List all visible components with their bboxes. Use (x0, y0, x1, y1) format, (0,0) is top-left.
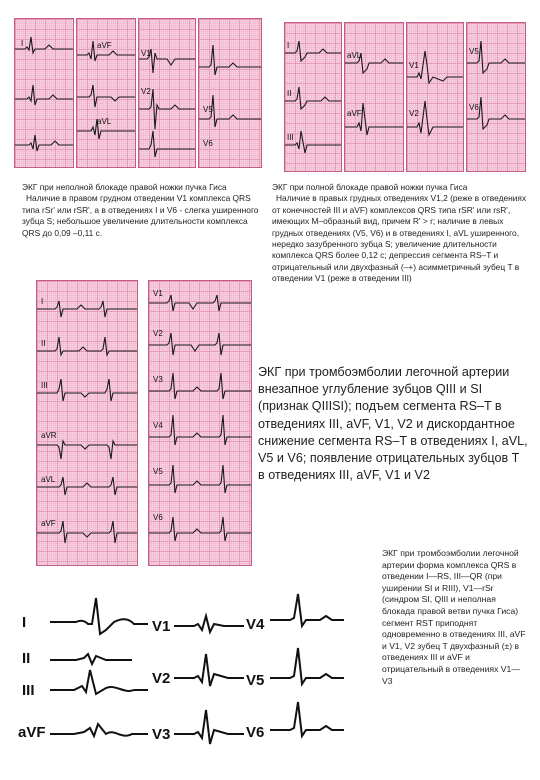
lead-label-i: I (41, 297, 44, 306)
lead-label-avf: aVF (41, 519, 56, 528)
lead-label-avf: aVF (18, 724, 46, 741)
lead-label-ii: II (22, 650, 31, 667)
lead-label-v3: V3 (153, 375, 163, 384)
lead-label-i: I (21, 39, 24, 48)
lead-label-v5: V5 (153, 467, 163, 476)
lead-label-v3: V3 (152, 726, 171, 743)
ecg-strip-chest-leads (148, 280, 252, 566)
lead-label-i: I (22, 614, 27, 631)
ecg-strip-chest-1 (406, 22, 464, 172)
pe-12-lead-ecg (36, 280, 250, 566)
ecg-strip-augmented (76, 18, 136, 168)
pe-schematic-caption-text: ЭКГ при тромбоэмболии легочной артерии форма комплекса QRS в отведении I—RS, III—QR (при уширении SI и RIII), V1—rSr (синдром SI, QIII и неполная блокада правой ветви пучка Гиса) сегмент RST приподнят одновременно в отведениях III, aVF и V1, V2 зубец T двухфазный (±) в отведениях III и aVF и отрицательный в отведениях V1—V3 (382, 548, 526, 686)
lead-label-v4: V4 (246, 616, 265, 633)
ecg-strip-chest-2 (198, 18, 262, 168)
lead-label-v4: V4 (153, 421, 163, 430)
lead-label-ii: II (41, 339, 46, 348)
lead-label-avl: aVL (347, 51, 362, 60)
lead-label-iii: III (41, 381, 48, 390)
lead-label-v5: V5 (246, 672, 265, 689)
ecg-strip-limb (284, 22, 342, 172)
complete-rbbb-ecg (284, 22, 526, 172)
ecg-strip-chest-1 (138, 18, 196, 168)
lead-label-avl: aVL (41, 475, 56, 484)
lead-label-avl: aVL (97, 117, 112, 126)
incomplete-rbbb-body: Наличие в правом грудном отведении V1 комплекса QRS типа rSr' или rSR', а в отведениях I и V6 - слегка уширенного зубца S; небольшое увеличение длительности комплекса QRS до 0,09 –0,11 с. (22, 193, 259, 238)
lead-label-iii: III (22, 682, 35, 699)
lead-label-avr: aVR (41, 431, 57, 440)
lead-label-i: I (287, 41, 290, 50)
complete-rbbb-title: ЭКГ при полной блокаде правой ножки пучка Гиса (272, 182, 468, 192)
lead-label-v6: V6 (469, 103, 479, 112)
lead-label-v2: V2 (152, 670, 171, 687)
pe-caption-body: внезапное углубление зубцов QIII и SI (признак QIIISI); подъем сегмента RS–T в отведениях III, aVF, V1, V2 и дискордантное снижение сегмента RS–T в отведениях I, aVL, V5 и V6; появление отрицательных зубцов T в отведениях III, aVF, V1 и V2 (258, 382, 528, 483)
pe-caption-title: ЭКГ при тромбоэмболии легочной артерии (258, 365, 510, 379)
complete-rbbb-caption (272, 182, 534, 285)
ecg-strip-limb (14, 18, 74, 168)
lead-label-v2: V2 (409, 109, 419, 118)
lead-label-iii: III (287, 133, 294, 142)
lead-label-v5: V5 (203, 105, 213, 114)
lead-label-v6: V6 (246, 724, 265, 741)
lead-label-v1: V1 (409, 61, 419, 70)
lead-label-v2: V2 (141, 87, 151, 96)
ecg-strip-augmented (344, 22, 404, 172)
lead-label-v2: V2 (153, 329, 163, 338)
ecg-strip-limb-leads (36, 280, 138, 566)
complete-rbbb-body: Наличие в правых грудных отведениях V1,2 (реже в отведениях от конечностей III и aVF) комплексов QRS типа rSR' или rsR', имеющих М–образный вид, причем R' > r; наличие в левых грудных отведениях (V5, V6) и в отведениях I, aVL уширенного, нередко зазубренного зубца S; увеличение длительности комплекса QRS более 0,12 с; депрессия сегмента RS–T и отрицательный или двухфазный (–+) асимметричный зубец T в отведении V1 (реже в отведении III) (272, 193, 527, 284)
pe-caption (258, 364, 528, 484)
lead-label-v5: V5 (469, 47, 479, 56)
lead-label-avf: aVF (97, 41, 112, 50)
lead-label-v1: V1 (152, 618, 171, 635)
lead-label-v1: V1 (153, 289, 163, 298)
incomplete-rbbb-ecg (14, 18, 264, 170)
ecg-strip-chest-2 (466, 22, 526, 172)
incomplete-rbbb-caption (22, 182, 264, 239)
lead-label-ii: II (287, 89, 292, 98)
pe-schematic-ecg (14, 574, 374, 774)
lead-label-v1: V1 (141, 49, 151, 58)
lead-label-avf: aVF (347, 109, 362, 118)
lead-label-v6: V6 (153, 513, 163, 522)
incomplete-rbbb-title: ЭКГ при неполной блокаде правой ножки пучка Гиса (22, 182, 227, 192)
pe-schematic-caption (382, 548, 530, 687)
lead-label-v6: V6 (203, 139, 213, 148)
